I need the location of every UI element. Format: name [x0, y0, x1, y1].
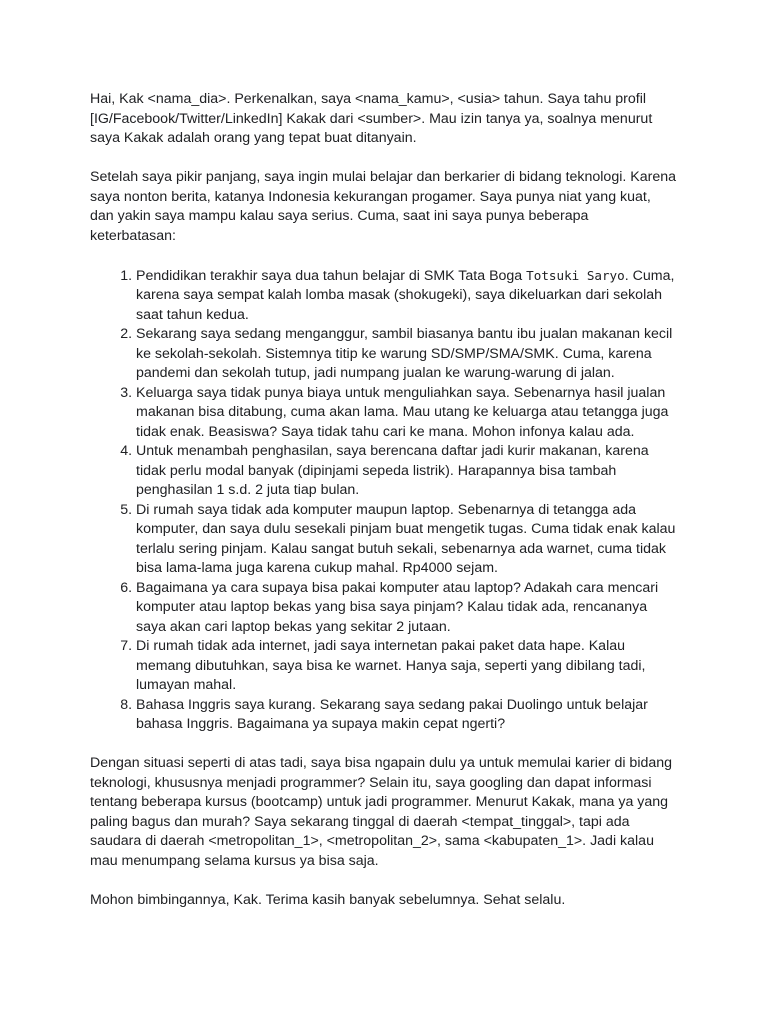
list-item: 7. Di rumah tidak ada internet, jadi saya internetan pakai paket data hape. Kalau memang dibutuhkan, saya bisa ke warnet. Hanya saja, seperti yang dibilang tadi, lumayan mahal. — [136, 637, 678, 696]
school-name: Totsuki Saryo — [526, 267, 625, 283]
list-item-text: . Cuma, karena saya sempat kalah lomba masak (shokugeki), saya dikeluarkan dari sekolah saat tahun kedua. — [136, 267, 675, 323]
list-item: 4. Untuk menambah penghasilan, saya berencana daftar jadi kurir makanan, karena tidak perlu modal banyak (dipinjami sepeda listrik). Harapannya bisa tambah penghasilan 1 s.d. 2 juta tiap bulan. — [136, 442, 678, 501]
list-item — [136, 266, 678, 326]
list-item: 3. Keluarga saya tidak punya biaya untuk menguliahkan saya. Sebenarnya hasil jualan makanan bisa ditabung, cuma akan lama. Mau utang ke keluarga atau tetangga juga tidak enak. Beasiswa? Saya tidak tahu cari ke mana. Mohon infonya kalau ada. — [136, 384, 678, 443]
list-item-text: Pendidikan terakhir saya dua tahun belajar di SMK Tata Boga — [136, 267, 527, 284]
list-item: 6. Bagaimana ya cara supaya bisa pakai komputer atau laptop? Adakah cara mencari komputer atau laptop bekas yang bisa saya pinjam? Kalau tidak ada, rencananya saya akan cari laptop bekas yang sekitar 2 jutaan. — [136, 579, 678, 638]
closing-paragraph: Mohon bimbingannya, Kak. Terima kasih banyak sebelumnya. Sehat selalu. — [90, 891, 566, 908]
limitations-list — [90, 266, 678, 735]
list-item: 5. Di rumah saya tidak ada komputer maupun laptop. Sebenarnya di tetangga ada komputer, dan saya dulu sesekali pinjam buat mengetik tugas. Cuma tidak enak kalau terlalu sering pinjam. Kalau sangat butuh sekali, sebenarnya ada warnet, cuma tidak bisa lama-lama juga karena cukup mahal. Rp4000 sejam. — [136, 501, 678, 579]
list-item: 8. Bahasa Inggris saya kurang. Sekarang saya sedang pakai Duolingo untuk belajar bahasa Inggris. Bagaimana ya supaya makin cepat ngerti? — [136, 696, 678, 735]
background-paragraph: Setelah saya pikir panjang, saya ingin mulai belajar dan berkarier di bidang teknologi. Karena saya nonton berita, katanya Indonesia kekurangan progamer. Saya punya niat yang kuat, dan yakin saya mampu kalau saya serius. Cuma, saat ini saya punya beberapa keterbatasan: — [90, 169, 676, 244]
intro-paragraph: Hai, Kak <nama_dia>. Perkenalkan, saya <nama_kamu>, <usia> tahun. Saya tahu profil [IG/Facebook/Twitter/LinkedIn] Kakak dari <sumber>. Mau izin tanya ya, soalnya menurut saya Kakak adalah orang yang tepat buat ditanyain. — [90, 91, 653, 146]
question-paragraph: Dengan situasi seperti di atas tadi, saya bisa ngapain dulu ya untuk memulai karier di bidang teknologi, khususnya menjadi programmer? Selain itu, saya googling dan dapat informasi tentang beberapa kursus (bootcamp) untuk jadi programmer. Menurut Kakak, mana ya yang paling bagus dan murah? Saya sekarang tinggal di daerah <tempat_tinggal>, tapi ada saudara di daerah <metropolitan_1>, <metropolitan_2>, sama <kabupaten_1>. Jadi kalau mau menumpang selama kursus ya bisa saja. — [90, 755, 673, 869]
list-item: 2. Sekarang saya sedang menganggur, sambil biasanya bantu ibu jualan makanan kecil ke sekolah-sekolah. Sistemnya titip ke warung SD/SMP/SMA/SMK. Cuma, karena pandemi dan sekolah tutup, jadi numpang jualan ke warung-warung di jalan. — [136, 325, 678, 384]
